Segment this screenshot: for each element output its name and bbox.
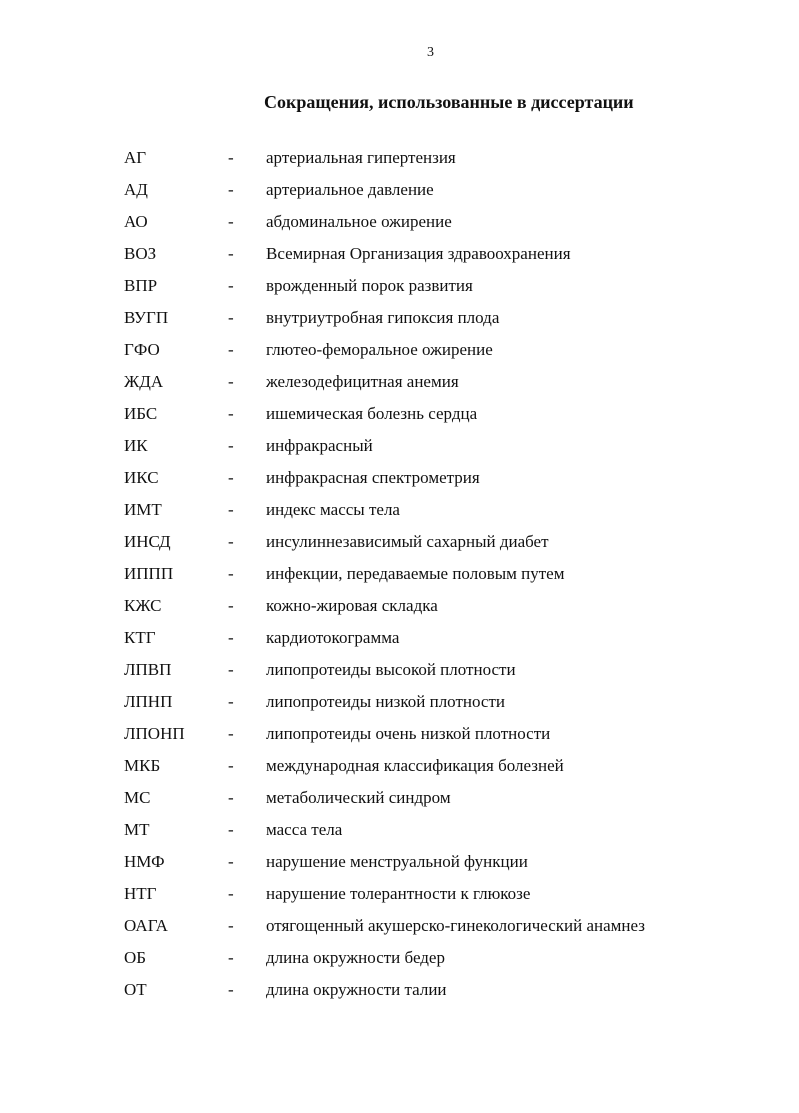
abbreviation-dash: - [228, 660, 234, 679]
abbreviation-row [0, 622, 799, 654]
abbreviation-definition: глютео-феморальное ожирение [266, 340, 493, 359]
abbreviation-term: НМФ [124, 852, 165, 871]
abbreviation-row [0, 238, 799, 270]
abbreviation-row [0, 686, 799, 718]
abbreviation-row [0, 878, 799, 910]
abbreviation-term: ИК [124, 436, 148, 455]
abbreviation-definition: инфекции, передаваемые половым путем [266, 564, 565, 583]
abbreviation-term: ИМТ [124, 500, 162, 519]
abbreviation-dash: - [228, 372, 234, 391]
abbreviation-definition: липопротеиды низкой плотности [266, 692, 505, 711]
abbreviation-term: МКБ [124, 756, 161, 775]
abbreviation-dash: - [228, 500, 234, 519]
page-title: Сокращения, использованные в диссертации [264, 92, 634, 112]
abbreviation-dash: - [228, 756, 234, 775]
abbreviation-term: АД [124, 180, 148, 199]
abbreviation-definition: артериальная гипертензия [266, 148, 456, 167]
abbreviation-dash: - [228, 724, 234, 743]
abbreviation-row [0, 750, 799, 782]
abbreviation-row [0, 942, 799, 974]
abbreviation-definition: липопротеиды высокой плотности [266, 660, 516, 679]
abbreviation-definition: масса тела [266, 820, 343, 839]
abbreviation-definition: врожденный порок развития [266, 276, 473, 295]
abbreviation-term: ИНСД [124, 532, 171, 551]
abbreviation-term: ВОЗ [124, 244, 157, 263]
abbreviation-term: МС [124, 788, 151, 807]
abbreviation-dash: - [228, 692, 234, 711]
abbreviation-row [0, 846, 799, 878]
abbreviation-row [0, 910, 799, 942]
abbreviation-dash: - [228, 308, 234, 327]
abbreviation-row [0, 590, 799, 622]
abbreviation-definition: кожно-жировая складка [266, 596, 438, 615]
abbreviation-definition: инфракрасный [266, 436, 373, 455]
abbreviation-term: КТГ [124, 628, 156, 647]
abbreviation-dash: - [228, 436, 234, 455]
abbreviation-row [0, 206, 799, 238]
abbreviation-dash: - [228, 948, 234, 967]
abbreviation-definition: длина окружности талии [266, 980, 447, 999]
abbreviation-definition: железодефицитная анемия [266, 372, 459, 391]
abbreviation-row [0, 142, 799, 174]
abbreviation-definition: длина окружности бедер [266, 948, 445, 967]
abbreviation-row [0, 270, 799, 302]
abbreviation-row [0, 398, 799, 430]
abbreviation-row [0, 814, 799, 846]
abbreviation-list [0, 142, 799, 1006]
abbreviation-definition: липопротеиды очень низкой плотности [266, 724, 551, 743]
abbreviation-dash: - [228, 564, 234, 583]
abbreviation-row [0, 974, 799, 1006]
abbreviation-dash: - [228, 596, 234, 615]
abbreviation-row [0, 174, 799, 206]
abbreviation-term: ИППП [124, 564, 174, 583]
abbreviation-term: АО [124, 212, 148, 231]
abbreviation-term: ОБ [124, 948, 147, 967]
abbreviation-row [0, 462, 799, 494]
abbreviation-dash: - [228, 244, 234, 263]
abbreviation-definition: индекс массы тела [266, 500, 400, 519]
abbreviation-row [0, 718, 799, 750]
abbreviation-definition: нарушение менструальной функции [266, 852, 528, 871]
abbreviation-term: ИКС [124, 468, 159, 487]
abbreviation-definition: инфракрасная спектрометрия [266, 468, 480, 487]
abbreviation-definition: отягощенный акушерско-гинекологический анамнез [266, 916, 645, 935]
abbreviation-dash: - [228, 628, 234, 647]
abbreviation-term: ЛПОНП [124, 724, 185, 743]
abbreviation-definition: артериальное давление [266, 180, 434, 199]
abbreviation-dash: - [228, 788, 234, 807]
abbreviation-term: ВУГП [124, 308, 169, 327]
abbreviation-definition: инсулиннезависимый сахарный диабет [266, 532, 549, 551]
abbreviation-dash: - [228, 180, 234, 199]
abbreviation-definition: абдоминальное ожирение [266, 212, 452, 231]
abbreviation-row [0, 430, 799, 462]
abbreviation-definition: кардиотокограмма [266, 628, 400, 647]
abbreviation-row [0, 558, 799, 590]
abbreviation-term: МТ [124, 820, 150, 839]
abbreviation-dash: - [228, 340, 234, 359]
abbreviation-term: ЛПВП [124, 660, 172, 679]
abbreviation-definition: ишемическая болезнь сердца [266, 404, 478, 423]
abbreviation-dash: - [228, 916, 234, 935]
abbreviation-dash: - [228, 212, 234, 231]
abbreviation-row [0, 526, 799, 558]
abbreviation-dash: - [228, 276, 234, 295]
abbreviation-row [0, 654, 799, 686]
abbreviation-term: ГФО [124, 340, 160, 359]
abbreviation-term: ИБС [124, 404, 158, 423]
abbreviation-term: КЖС [124, 596, 162, 615]
abbreviation-dash: - [228, 404, 234, 423]
abbreviation-term: ЖДА [124, 372, 164, 391]
abbreviation-definition: нарушение толерантности к глюкозе [266, 884, 531, 903]
abbreviation-row [0, 334, 799, 366]
abbreviation-dash: - [228, 980, 234, 999]
abbreviation-dash: - [228, 820, 234, 839]
page-number: 3 [427, 45, 434, 60]
abbreviation-row [0, 782, 799, 814]
abbreviation-definition: Всемирная Организация здравоохранения [266, 244, 571, 263]
abbreviation-dash: - [228, 852, 234, 871]
abbreviation-term: ЛПНП [124, 692, 173, 711]
abbreviation-term: ВПР [124, 276, 158, 295]
abbreviation-dash: - [228, 532, 234, 551]
abbreviation-row [0, 366, 799, 398]
abbreviation-definition: метаболический синдром [266, 788, 451, 807]
abbreviation-definition: международная классификация болезней [266, 756, 564, 775]
abbreviation-term: АГ [124, 148, 147, 167]
abbreviation-term: НТГ [124, 884, 157, 903]
abbreviation-term: ОАГА [124, 916, 168, 935]
abbreviation-term: ОТ [124, 980, 147, 999]
abbreviation-dash: - [228, 468, 234, 487]
abbreviation-row [0, 494, 799, 526]
abbreviation-dash: - [228, 148, 234, 167]
abbreviation-definition: внутриутробная гипоксия плода [266, 308, 500, 327]
abbreviation-row [0, 302, 799, 334]
abbreviation-dash: - [228, 884, 234, 903]
